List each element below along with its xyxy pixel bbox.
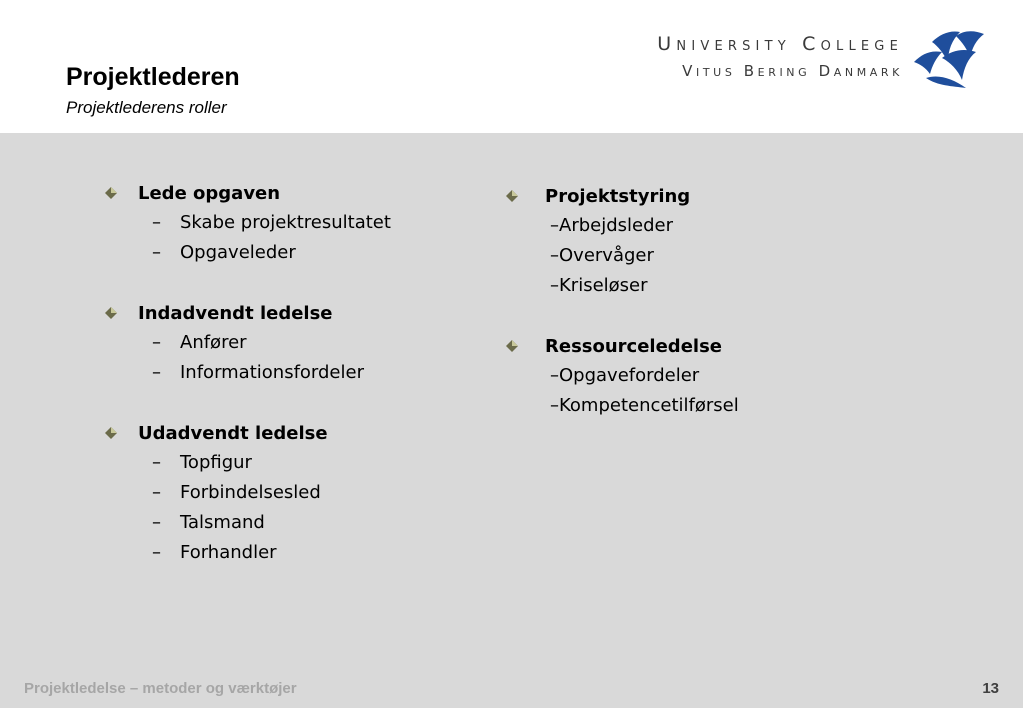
list-item: – Talsmand xyxy=(152,512,265,533)
slide-title: Projektlederen xyxy=(66,63,240,91)
list-heading-row xyxy=(104,418,391,448)
right-column xyxy=(505,178,739,451)
page-number: 13 xyxy=(982,680,999,697)
list-item: – Anfører xyxy=(152,332,247,353)
list-group xyxy=(104,418,391,568)
list-heading: Projektstyring xyxy=(545,185,691,207)
diamond-bullet-icon xyxy=(104,306,118,320)
list-item: – Informationsfordeler xyxy=(152,362,364,383)
list-heading: Lede opgaven xyxy=(138,182,281,204)
slide-subtitle: Projektlederens roller xyxy=(66,98,227,117)
slide-header xyxy=(0,0,1023,133)
logo-text-line1: University College xyxy=(657,33,903,55)
left-column xyxy=(104,178,391,598)
list-group xyxy=(104,178,391,268)
list-item: –Kriseløser xyxy=(550,275,648,296)
list-heading: Indadvendt ledelse xyxy=(138,302,333,324)
list-item: – Topfigur xyxy=(152,452,252,473)
list-item: –Opgavefordeler xyxy=(550,365,700,386)
sails-logo-icon xyxy=(912,28,988,94)
list-item: –Overvåger xyxy=(550,245,654,266)
list-heading: Ressourceledelse xyxy=(545,335,722,357)
diamond-bullet-icon xyxy=(505,339,519,353)
footer-caption: Projektledelse – metoder og værktøjer xyxy=(24,680,297,697)
list-heading-row xyxy=(505,181,739,211)
list-group xyxy=(505,181,739,301)
list-heading: Udadvendt ledelse xyxy=(138,422,328,444)
list-item: –Kompetencetilførsel xyxy=(550,395,739,416)
diamond-bullet-icon xyxy=(104,186,118,200)
list-item: – Forhandler xyxy=(152,542,277,563)
list-heading-row xyxy=(104,298,391,328)
list-heading-row xyxy=(505,331,739,361)
list-item: –Arbejdsleder xyxy=(550,215,673,236)
diamond-bullet-icon xyxy=(505,189,519,203)
list-heading-row xyxy=(104,178,391,208)
list-item: – Forbindelsesled xyxy=(152,482,321,503)
list-group xyxy=(505,331,739,421)
list-item: – Opgaveleder xyxy=(152,242,296,263)
list-item: – Skabe projektresultatet xyxy=(152,212,391,233)
list-group xyxy=(104,298,391,388)
logo-text-line2: Vitus Bering Danmark xyxy=(682,62,903,80)
diamond-bullet-icon xyxy=(104,426,118,440)
